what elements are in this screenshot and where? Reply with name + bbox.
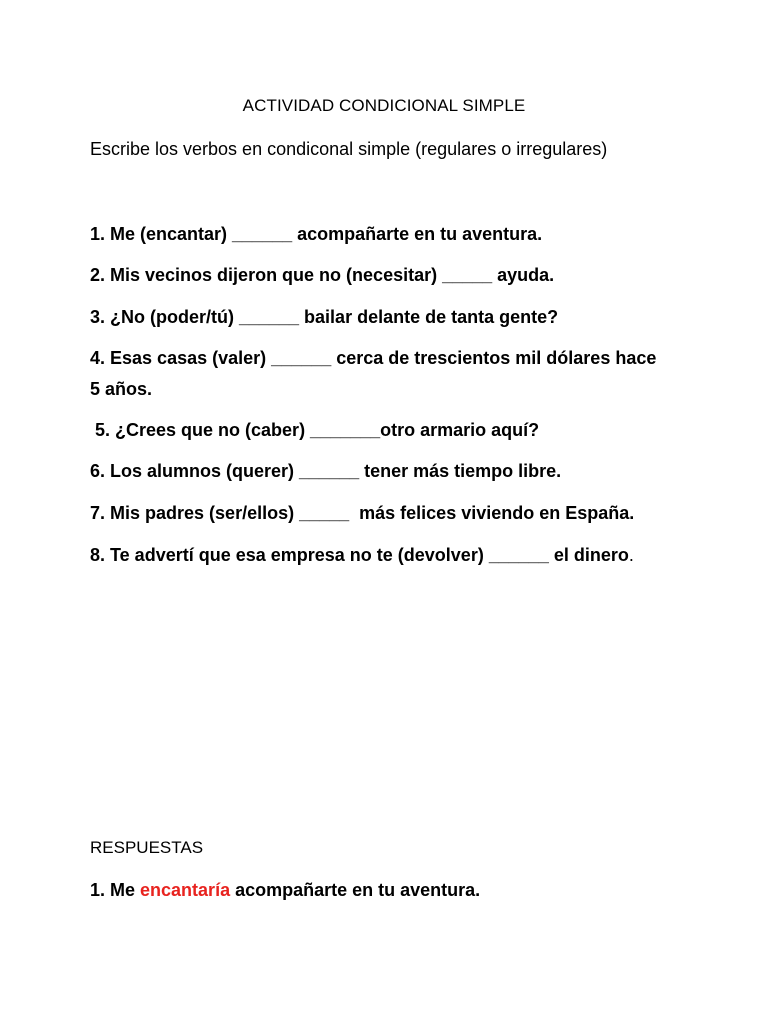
exercise-item-1: 1. Me (encantar) ______ acompañarte en tu aventura.	[90, 224, 543, 244]
answer-item-1-prefix: 1. Me	[90, 880, 141, 900]
answers-heading: RESPUESTAS	[90, 838, 204, 857]
exercise-item-6: 6. Los alumnos (querer) ______ tener más tiempo libre.	[90, 461, 562, 481]
exercise-item-8	[90, 540, 660, 571]
exercise-item-2: 2. Mis vecinos dijeron que no (necesitar) _____ ayuda.	[90, 265, 555, 285]
answer-item-1	[90, 880, 480, 901]
exercise-item-4: 4. Esas casas (valer) ______ cerca de trescientos mil dólares hace 5 años.	[90, 348, 657, 399]
exercise-item-3: 3. ¿No (poder/tú) ______ bailar delante de tanta gente?	[90, 307, 559, 327]
instruction-text: Escribe los verbos en condiconal simple (regulares o irregulares)	[90, 139, 608, 159]
exercise-item-8-period: .	[628, 545, 634, 565]
answer-item-1-suffix: acompañarte en tu aventura.	[230, 880, 481, 900]
exercise-item-5: 5. ¿Crees que no (caber) _______otro armario aquí?	[90, 420, 540, 440]
exercise-item-8-text: 8. Te advertí que esa empresa no te (devolver) ______ el dinero	[90, 545, 629, 565]
document-title: ACTIVIDAD CONDICIONAL SIMPLE	[242, 96, 526, 115]
answer-item-1-highlight: encantaría	[140, 880, 231, 900]
exercise-item-7: 7. Mis padres (ser/ellos) _____ más felices viviendo en España.	[90, 503, 635, 523]
